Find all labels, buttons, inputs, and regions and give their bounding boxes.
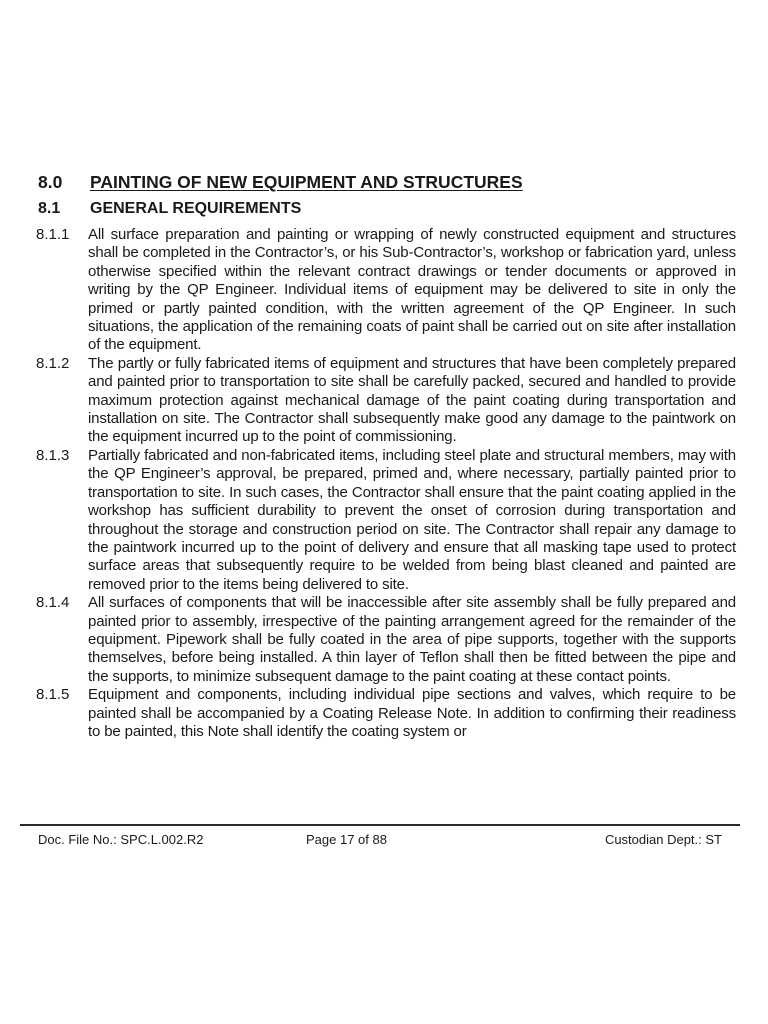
clause-8-1-2	[36, 355, 736, 447]
clause-8-1-3	[36, 447, 736, 594]
clause-number: 8.1.4	[36, 594, 70, 612]
clause-text: All surface preparation and painting or wrapping of newly constructed equipment and structures shall be completed in the Contractor’s, or his Sub-Contractor’s, workshop or fabrication yard, unless otherwise specified within the relevant contract drawings or tender documents or approved in writing by the QP Engineer. Individual items of equipment may be delivered to site in only the primed or partly painted condition, with the written agreement of the QP Engineer. In such situations, the application of the remaining coats of paint shall be carried out on site after installation of the equipment.	[88, 226, 736, 354]
clause-text: Partially fabricated and non-fabricated items, including steel plate and structural members, may with the QP Engineer’s approval, be prepared, primed and, where necessary, partially painted prior to transportation to site. In such cases, the Contractor shall ensure that the paint coating applied in the workshop has sufficient durability to prevent the onset of corrosion during transportation and throughout the storage and construction period on site. The Contractor shall repair any damage to the paintwork incurred up to the point of delivery and ensure that all masking tape used to protect surface areas that subsequently require to be welded from being blast cleaned and painted are removed prior to the items being delivered to site.	[88, 446, 736, 593]
custodian-dept: Custodian Dept.: ST	[604, 832, 722, 847]
clause-text: Equipment and components, including individual pipe sections and valves, which require to be painted shall be accompanied by a Coating Release Note. In addition to confirming their readiness to be painted, this Note shall identify the coating system or	[88, 686, 736, 740]
section-title: PAINTING OF NEW EQUIPMENT AND STRUCTURES	[90, 172, 523, 192]
doc-file-number: Doc. File No.: SPC.L.002.R2	[38, 832, 204, 847]
subsection-title: GENERAL REQUIREMENTS	[90, 200, 302, 217]
clause-8-1-4	[36, 594, 736, 686]
clause-text: The partly or fully fabricated items of equipment and structures that have been completely prepared and painted prior to transportation to site shall be carefully packed, secured and handled to provide maximum protection against mechanical damage of the paint coating during transportation and installation on site. The Contractor shall subsequently make good any damage to the paintwork on the equipment incurred up to the point of commissioning.	[88, 354, 736, 446]
footer-divider	[20, 824, 740, 826]
subsection-number: 8.1	[38, 200, 61, 217]
clause-number: 8.1.3	[36, 446, 70, 464]
page-number: Page 17 of 88	[306, 832, 387, 847]
clause-number: 8.1.1	[36, 226, 70, 243]
section-number: 8.0	[38, 172, 63, 192]
page-footer	[38, 832, 722, 850]
clause-number: 8.1.2	[36, 354, 70, 372]
clause-number: 8.1.5	[36, 686, 70, 704]
clause-list	[36, 226, 736, 741]
clause-8-1-5	[36, 686, 736, 741]
clause-8-1-1	[36, 226, 736, 355]
clause-text: All surfaces of components that will be inaccessible after site assembly shall be fully prepared and painted prior to assembly, irrespective of the painting arrangement agreed for the remainder of the equipment. Pipework shall be fully coated in the area of pipe supports, together with the supports themselves, before being installed. A thin layer of Teflon shall then be fitted between the pipe and the supports, to minimize subsequent damage to the paint coating at these contact points.	[88, 594, 736, 685]
